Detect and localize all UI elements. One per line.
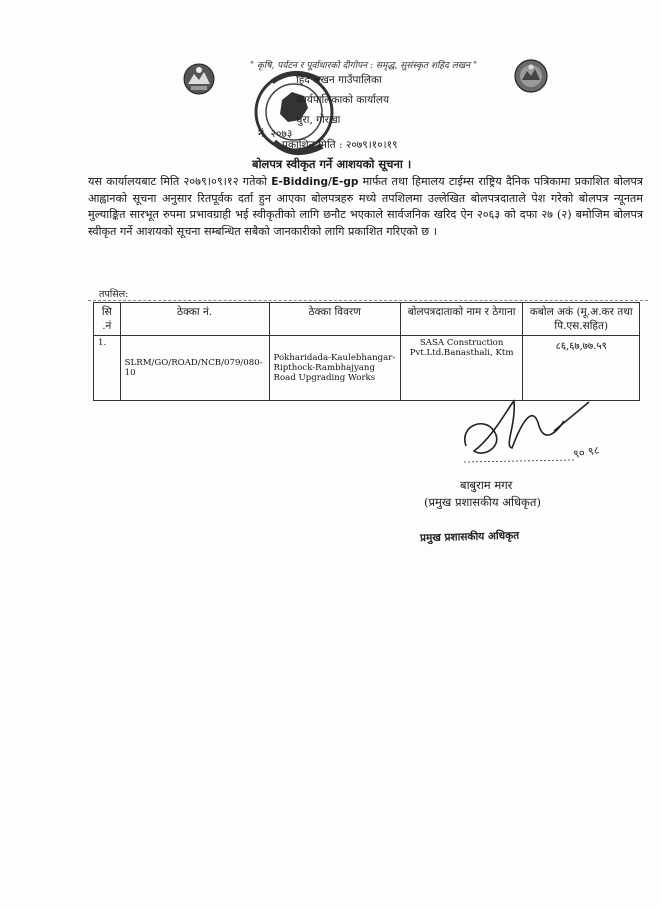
cell-sn: 1. (94, 336, 121, 401)
municipality-logo-icon (513, 58, 549, 94)
notice-title: बोलपत्र स्वीकृत गर्ने आशयको सूचना । (252, 157, 412, 171)
office-subtitle: कार्यपालिकाको कार्यालय (296, 94, 390, 106)
publish-date: प्रकाशित मिति : २०७९।१०।१९ (282, 139, 398, 151)
header-description: ठेक्का विवरण (269, 303, 400, 336)
cell-amount: ८६,६७,७७.५९ (523, 336, 640, 401)
signatory-name: बाबुराम मगर (460, 478, 513, 492)
cell-description: Pokharidada-Kaulebhangar-Ripthock-Rambhajyang Road Upgrading Works (269, 336, 400, 401)
caption-divider (88, 300, 648, 301)
notice-body-bold: E-Bidding/E-gp (271, 176, 359, 188)
nepal-emblem-icon (182, 62, 216, 96)
office-name: हिद लखन गाउँपालिका (296, 74, 382, 86)
table-header-row (94, 303, 640, 336)
notice-body-part2: मार्फत तथा हिमालय टाईम्स राष्ट्रिय दैनिक पत्रिकामा प्रकाशित बोलपत्र आह्वानको सूचना अनुसार रितपूर्वक दर्ता हुन आएका बोलपत्रहरु मध्ये तपशिलमा उल्लेखित बोलपत्रदाताले पेश गरेको बोलपत्र न्यूनतम मुल्याङ्कित सारभूत रुपमा प्रभावग्राही भई स्वीकृतीको लागि छनौट भएकाले सार्वजनिक खरिद ऐन २०६३ को दफा २७ (२) बमोजिम बोलपत्र स्वीकृत गर्ने आशयको सूचना सम्बन्धित सबैको जानकारीको लागि प्रकाशित गरिएको छ । (88, 175, 644, 238)
signatory-designation: (प्रमुख प्रशासकीय अधिकृत) (424, 495, 541, 509)
designation-stamp: प्रमुख प्रशासकीय अधिकृत (419, 529, 520, 545)
header-contract-no: ठेक्का नं. (120, 303, 269, 336)
notice-body (88, 174, 643, 240)
notice-body-part1: यस कार्यालयबाट मिति २०७९।०९।१२ गतेको (88, 175, 272, 188)
cell-bidder: SASA Construction Pvt.Ltd.Banasthali, Ktm (400, 336, 523, 401)
header-amount: कबोल अकं (मू.अ.कर तथा पि.एस.सहित) (523, 303, 640, 336)
motto: " कृषि, पर्यटन र पूर्वाधारको दीगोपन : समृद्ध, सुसंस्कृत शहिद लखन " (250, 61, 478, 71)
office-reference: नं. २०७३ (258, 128, 293, 140)
signature-date: ९० ९८ (572, 443, 601, 461)
cell-contract-no: SLRM/GO/ROAD/NCB/079/080-10 (120, 336, 269, 401)
award-table (93, 302, 640, 401)
header-bidder: बोलपत्रदाताको नाम र ठेगाना (400, 303, 523, 336)
table-caption: तपसिल: (99, 289, 129, 300)
table-row (94, 336, 640, 401)
signature-icon (454, 396, 624, 471)
office-address: धुरा, गोरखा (296, 114, 341, 126)
header-sn: सि .नं (94, 303, 121, 336)
